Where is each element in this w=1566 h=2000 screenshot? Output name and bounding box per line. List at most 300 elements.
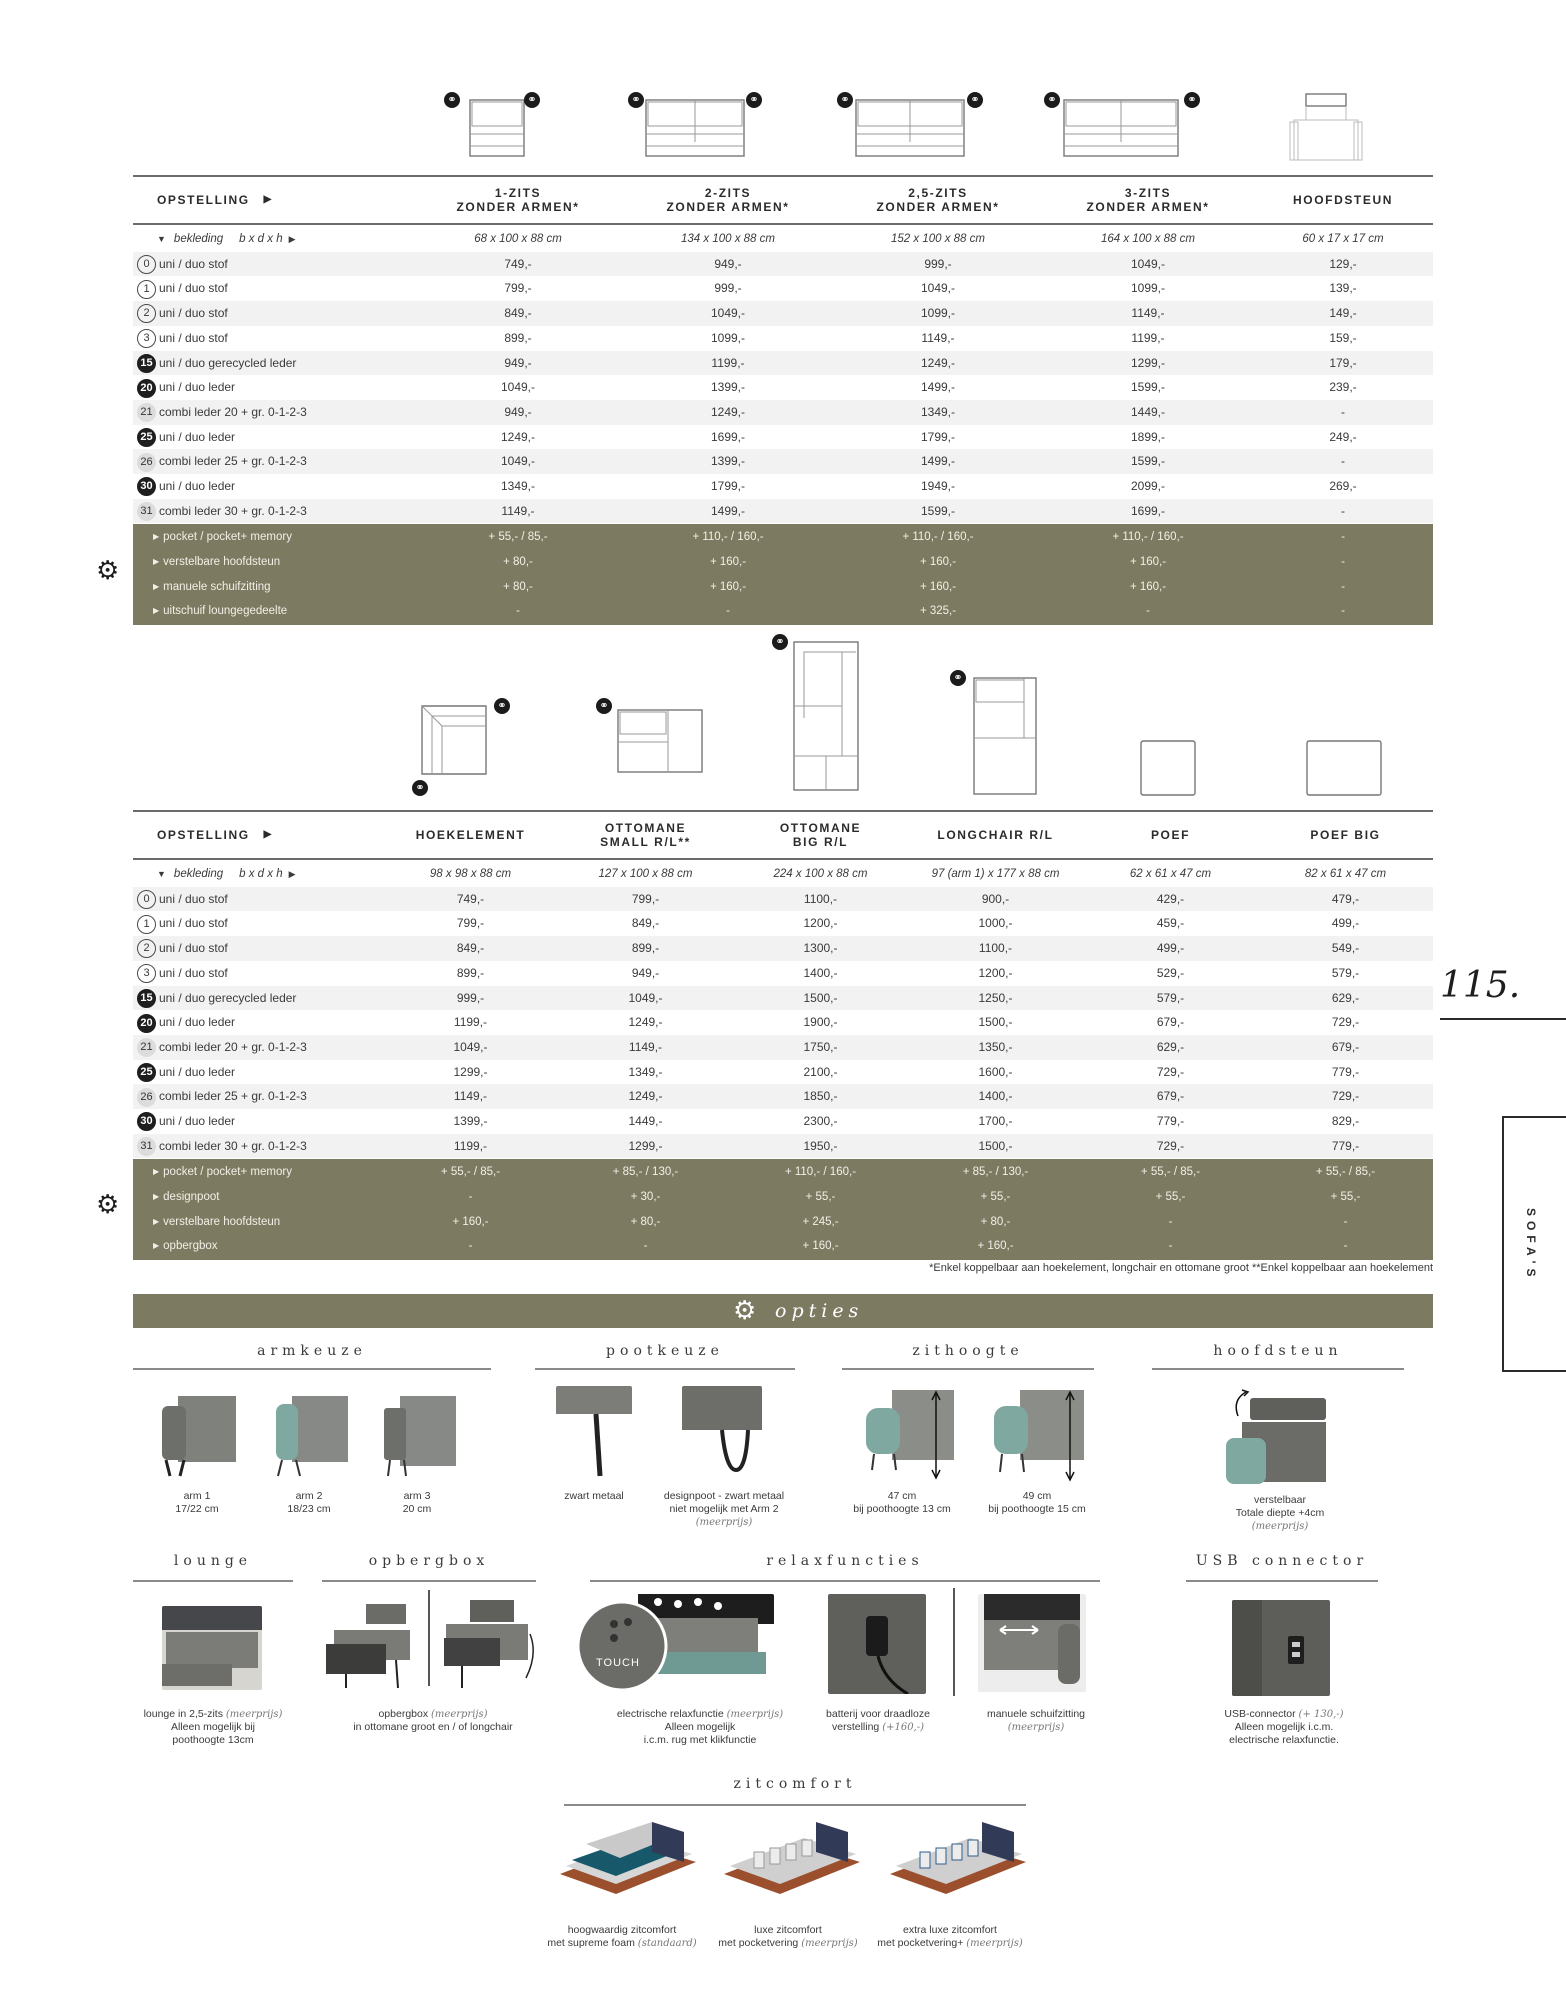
- opties-title: opties: [775, 1300, 864, 1322]
- price-cell: 1699,-: [710, 429, 746, 444]
- price-cell: 999,-: [456, 990, 485, 1005]
- option-row: [133, 550, 1433, 575]
- price-cell: 529,-: [1156, 965, 1185, 980]
- caret-down-icon: ▼: [157, 869, 166, 879]
- option-row: [133, 575, 1433, 600]
- material-cell: [133, 1010, 393, 1035]
- option-label: ▶ opbergbox: [149, 1234, 409, 1259]
- option-price: + 55,- / 85,-: [1140, 1166, 1201, 1179]
- storage-box-caption: opbergbox (meerprijs) in ottomane groot en / of longchair: [353, 1708, 513, 1733]
- price-cell: 899,-: [456, 965, 485, 980]
- option-price: + 110,- / 160,-: [902, 531, 974, 544]
- opties-banner: [133, 1294, 1433, 1328]
- comfort-pocket-plus-caption: extra luxe zitcomfort met pocketvering+ (meerprijs): [877, 1924, 1023, 1949]
- electric-relax-caption: electrische relaxfunctie (meerprijs) Alleen mogelijk i.c.m. rug met klikfunctie: [616, 1708, 784, 1746]
- column-header: HOEKELEMENT: [415, 828, 526, 842]
- leg-metal-image: [556, 1386, 632, 1480]
- option-price: + 55,-: [980, 1191, 1011, 1204]
- material-label: uni / duo leder: [159, 1114, 236, 1128]
- material-group-badge: 30: [137, 477, 156, 496]
- sofa-2-seat-icon: [640, 94, 750, 162]
- price-cell: 679,-: [1331, 1039, 1360, 1054]
- material-group-badge: 0: [137, 890, 156, 909]
- option-price: -: [1341, 605, 1345, 618]
- price-cell: 1099,-: [710, 330, 746, 345]
- price-cell: 779,-: [1331, 1064, 1360, 1079]
- table-row: [133, 986, 1433, 1011]
- price-cell: 549,-: [1331, 941, 1360, 956]
- table-row: [133, 1010, 1433, 1035]
- price-cell: 1499,-: [920, 454, 956, 469]
- price-cell: 1399,-: [710, 380, 746, 395]
- price-cell: 1700,-: [978, 1114, 1013, 1128]
- material-label: uni / duo stof: [159, 330, 228, 345]
- material-group-badge: 2: [137, 304, 156, 323]
- option-row: [133, 1210, 1433, 1235]
- option-price: + 80,-: [630, 1215, 661, 1228]
- price-cell: 479,-: [1331, 891, 1360, 906]
- option-price: + 160,-: [919, 580, 957, 593]
- option-price: + 85,- / 130,-: [962, 1166, 1029, 1179]
- price-cell: 949,-: [631, 965, 660, 980]
- price-cell: 159,-: [1329, 330, 1357, 345]
- material-label: uni / duo stof: [159, 891, 228, 906]
- leg-design-caption: designpoot - zwart metaal niet mogelijk met Arm 2 (meerprijs): [663, 1490, 785, 1528]
- option-label: ▶ designpoot: [149, 1185, 409, 1210]
- material-cell: [133, 499, 393, 524]
- battery-image: [828, 1594, 926, 1694]
- material-cell: [133, 301, 393, 326]
- price-cell: 900,-: [981, 891, 1010, 906]
- price-cell: 1449,-: [628, 1114, 663, 1128]
- table-row: [133, 961, 1433, 986]
- price-cell: 1199,-: [711, 355, 745, 370]
- price-cell: 1500,-: [978, 1015, 1013, 1030]
- options-block: [133, 1159, 1433, 1260]
- link-icon: ⚭: [494, 698, 510, 714]
- price-cell: 949,-: [714, 256, 742, 271]
- material-label: uni / duo leder: [159, 1015, 236, 1030]
- price-cell: 1499,-: [710, 503, 746, 518]
- price-cell: 1099,-: [920, 306, 956, 321]
- divider: [322, 1580, 536, 1582]
- price-cell: 899,-: [631, 941, 660, 956]
- comfort-foam-image: [556, 1818, 698, 1914]
- column-header: LONGCHAIR R/L: [937, 828, 1054, 842]
- price-cell: 1500,-: [803, 990, 838, 1005]
- option-price: + 55,- / 85,-: [1315, 1166, 1376, 1179]
- arm-3-image: [380, 1386, 456, 1480]
- column-header: 2-ZITS ZONDER ARMEN*: [666, 186, 790, 214]
- dims-value: 97 (arm 1) x 177 x 88 cm: [931, 868, 1060, 880]
- column-header: HOOFDSTEUN: [1293, 193, 1393, 207]
- price-cell: 1249,-: [920, 355, 956, 370]
- price-cell: 849,-: [456, 941, 485, 956]
- price-cell: 1049,-: [920, 281, 956, 296]
- material-cell: [133, 1060, 393, 1085]
- material-cell: [133, 400, 393, 425]
- material-label: uni / duo leder: [159, 479, 236, 493]
- price-cell: 1049,-: [453, 1039, 488, 1054]
- material-cell: [133, 276, 393, 301]
- dims-value: 82 x 61 x 47 cm: [1304, 868, 1387, 880]
- group-title: opbergbox: [368, 1553, 490, 1569]
- price-cell: 1599,-: [1130, 454, 1166, 469]
- price-cell: 1699,-: [1130, 503, 1166, 518]
- price-cell: 1049,-: [500, 380, 536, 395]
- group-title: relaxfuncties: [766, 1553, 924, 1569]
- corner-element-icon: [418, 702, 492, 778]
- battery-caption: batterij voor draadloze verstelling (+160,-): [826, 1708, 930, 1733]
- price-cell: 1900,-: [803, 1015, 838, 1030]
- option-price: -: [468, 1191, 473, 1204]
- headrest-image: [1224, 1386, 1328, 1486]
- link-icon: ⚭: [746, 92, 762, 108]
- price-cell: 1049,-: [1130, 256, 1166, 271]
- material-label: uni / duo stof: [159, 965, 228, 980]
- storage-box-image-1: [326, 1594, 414, 1690]
- material-group-badge: 15: [137, 354, 156, 373]
- table-row: [133, 936, 1433, 961]
- pouf-icon: [1138, 738, 1198, 798]
- option-label: ▶ uitschuif loungegedeelte: [149, 599, 409, 624]
- option-label: ▶ verstelbare hoofdsteun: [149, 550, 409, 575]
- comfort-foam-caption: hoogwaardig zitcomfort met supreme foam (standaard): [547, 1924, 697, 1949]
- material-cell: [133, 326, 393, 351]
- option-price: -: [1341, 531, 1345, 544]
- material-cell: [133, 911, 393, 936]
- option-price: -: [1341, 580, 1345, 593]
- table-row: [133, 1109, 1433, 1134]
- group-title: USB connector: [1195, 1553, 1369, 1569]
- price-cell: 179,-: [1329, 355, 1357, 370]
- option-price: + 110,- / 160,-: [692, 531, 764, 544]
- dims-value: 134 x 100 x 88 cm: [681, 233, 775, 245]
- material-label: uni / duo gerecycled leder: [159, 990, 297, 1005]
- price-cell: 779,-: [1331, 1138, 1360, 1153]
- manual-slide-image: [978, 1594, 1086, 1692]
- sofa-1-seat-icon: [462, 94, 532, 162]
- option-price: + 160,-: [802, 1240, 839, 1253]
- price-cell: 1200,-: [803, 916, 838, 931]
- material-label: uni / duo leder: [159, 1064, 236, 1079]
- seat-height-49-caption: 49 cm bij poothoogte 15 cm: [988, 1490, 1086, 1515]
- price-cell: 749,-: [504, 256, 532, 271]
- price-cell: 1100,-: [803, 891, 838, 906]
- price-cell: 1400,-: [978, 1089, 1013, 1104]
- option-row: [133, 599, 1433, 624]
- price-cell: 1149,-: [628, 1039, 663, 1054]
- price-cell: 2100,-: [803, 1064, 838, 1079]
- group-title: zithoogte: [912, 1343, 1024, 1359]
- material-label: uni / duo leder: [159, 380, 236, 395]
- price-cell: 1199,-: [453, 1138, 488, 1153]
- price-cell: 849,-: [504, 306, 532, 321]
- page-number: 115.: [1440, 965, 1521, 1006]
- material-group-badge: 25: [137, 1063, 156, 1082]
- table-row: [133, 1134, 1433, 1159]
- option-price: + 80,-: [503, 580, 533, 593]
- ottoman-small-icon: [614, 706, 706, 776]
- seat-height-49-image: [990, 1386, 1084, 1482]
- material-group-badge: 3: [137, 329, 156, 348]
- price-cell: 629,-: [1331, 990, 1360, 1005]
- caret-right-icon: ▶: [288, 234, 296, 244]
- column-header: 2,5-ZITS ZONDER ARMEN*: [876, 186, 1000, 214]
- price-cell: 949,-: [504, 404, 532, 419]
- material-group-badge: 26: [137, 1088, 156, 1107]
- material-group-badge: 1: [137, 915, 156, 934]
- price-cell: 749,-: [456, 891, 485, 906]
- material-label: combi leder 30 + gr. 0-1-2-3: [159, 503, 307, 518]
- option-price: + 55,-: [1330, 1191, 1361, 1204]
- leg-design-image: [682, 1386, 762, 1480]
- option-price: + 160,-: [709, 580, 747, 593]
- divider: [842, 1368, 1094, 1370]
- option-price: + 55,-: [805, 1191, 836, 1204]
- price-cell: 1099,-: [1130, 281, 1166, 296]
- divider: [1186, 1580, 1378, 1582]
- group-title: armkeuze: [257, 1343, 367, 1359]
- option-price: -: [516, 605, 520, 618]
- price-cell: 1149,-: [1131, 306, 1165, 321]
- link-icon: ⚭: [837, 92, 853, 108]
- table-row: [133, 351, 1433, 376]
- material-cell: [133, 425, 393, 450]
- price-cell: 949,-: [504, 355, 532, 370]
- material-label: uni / duo stof: [159, 306, 228, 321]
- divider: [133, 1368, 491, 1370]
- material-label: combi leder 25 + gr. 0-1-2-3: [159, 454, 307, 469]
- material-group-badge: 30: [137, 1112, 156, 1131]
- table-header: [133, 810, 1433, 860]
- price-cell: 1799,-: [920, 429, 956, 444]
- material-cell: [133, 961, 393, 986]
- option-price: -: [468, 1240, 473, 1253]
- dims-value: 60 x 17 x 17 cm: [1302, 233, 1384, 245]
- column-header: OTTOMANE BIG R/L: [779, 821, 862, 849]
- dims-label: ▼ bekleding b x d x h ▶: [157, 868, 296, 880]
- option-price: -: [726, 605, 730, 618]
- headrest-caption: verstelbaar Totale diepte +4cm (meerprijs): [1235, 1494, 1325, 1532]
- material-label: combi leder 25 + gr. 0-1-2-3: [159, 1089, 307, 1104]
- option-price: + 160,-: [1129, 580, 1167, 593]
- price-cell: 629,-: [1156, 1039, 1185, 1054]
- material-label: uni / duo leder: [159, 429, 236, 444]
- price-cell: 1199,-: [1131, 330, 1165, 345]
- comfort-pocket-caption: luxe zitcomfort met pocketvering (meerprijs): [718, 1924, 858, 1949]
- material-cell: [133, 449, 393, 474]
- material-cell: [133, 1109, 393, 1134]
- material-group-badge: 31: [137, 1137, 156, 1156]
- link-icon: ⚭: [596, 698, 612, 714]
- dims-value: 152 x 100 x 88 cm: [891, 233, 985, 245]
- comfort-pocket-plus-image: [886, 1818, 1028, 1914]
- price-cell: 1350,-: [978, 1039, 1013, 1054]
- option-price: + 30,-: [630, 1191, 661, 1204]
- table-row: [133, 1035, 1433, 1060]
- price-cell: 1750,-: [803, 1039, 838, 1054]
- option-label: ▶ manuele schuifzitting: [149, 575, 409, 600]
- material-group-badge: 15: [137, 989, 156, 1008]
- material-group-badge: 31: [137, 502, 156, 521]
- arm-3-caption: arm 3 20 cm: [402, 1490, 432, 1515]
- gear-icon: ⚙: [96, 556, 120, 586]
- price-cell: 1449,-: [1130, 404, 1166, 419]
- price-cell: 149,-: [1329, 306, 1357, 321]
- table-row: [133, 449, 1433, 474]
- option-price: + 325,-: [919, 605, 957, 618]
- price-cell: 1799,-: [710, 479, 746, 493]
- price-cell: 1250,-: [978, 990, 1013, 1005]
- table-row: [133, 1084, 1433, 1109]
- column-header: 3-ZITS ZONDER ARMEN*: [1086, 186, 1210, 214]
- group-title: pootkeuze: [606, 1343, 724, 1359]
- material-cell: [133, 351, 393, 376]
- arm-1-image: [158, 1386, 236, 1480]
- option-price: + 160,-: [709, 556, 747, 569]
- price-cell: 1000,-: [978, 916, 1013, 931]
- lounge-caption: lounge in 2,5-zits (meerprijs) Alleen mogelijk bij poothoogte 13cm: [143, 1708, 283, 1746]
- material-group-badge: 0: [137, 255, 156, 274]
- caret-right-icon: ▶: [288, 869, 296, 879]
- material-cell: [133, 936, 393, 961]
- price-cell: 1399,-: [710, 454, 746, 469]
- price-cell: 1199,-: [453, 1015, 488, 1030]
- dims-value: 127 x 100 x 88 cm: [598, 868, 693, 880]
- option-price: -: [1341, 556, 1345, 569]
- material-label: combi leder 20 + gr. 0-1-2-3: [159, 404, 307, 419]
- material-label: combi leder 30 + gr. 0-1-2-3: [159, 1138, 307, 1153]
- option-price: -: [1146, 605, 1150, 618]
- price-cell: 799,-: [631, 891, 660, 906]
- material-group-badge: 21: [137, 403, 156, 422]
- section-tab[interactable]: [1502, 1116, 1566, 1372]
- caret-right-icon: ▶: [263, 829, 273, 840]
- option-price: -: [1343, 1240, 1348, 1253]
- material-group-badge: 3: [137, 964, 156, 983]
- price-cell: 1349,-: [920, 404, 956, 419]
- option-price: + 160,-: [977, 1240, 1014, 1253]
- option-row: [133, 1234, 1433, 1259]
- option-price: + 55,-: [1155, 1191, 1186, 1204]
- price-cell: 1149,-: [501, 503, 535, 518]
- ottoman-big-icon: [790, 638, 862, 794]
- option-price: -: [1343, 1215, 1348, 1228]
- material-group-badge: 1: [137, 280, 156, 299]
- price-cell: 679,-: [1156, 1015, 1185, 1030]
- table-row: [133, 887, 1433, 912]
- gear-icon: ⚙: [96, 1190, 120, 1220]
- link-icon: ⚭: [628, 92, 644, 108]
- option-row: [133, 1185, 1433, 1210]
- link-icon: ⚭: [950, 670, 966, 686]
- option-price: + 110,- / 160,-: [1112, 531, 1184, 544]
- option-price: + 85,- / 130,-: [612, 1166, 679, 1179]
- leg-metal-caption: zwart metaal: [564, 1490, 624, 1502]
- price-cell: 1049,-: [500, 454, 536, 469]
- dims-value: 164 x 100 x 88 cm: [1101, 233, 1195, 245]
- price-cell: 679,-: [1156, 1089, 1185, 1104]
- option-label: ▶ pocket / pocket+ memory: [149, 1160, 409, 1185]
- price-cell: 1299,-: [1130, 355, 1166, 370]
- divider: [564, 1804, 1026, 1806]
- price-cell: 1249,-: [500, 429, 536, 444]
- price-cell: 429,-: [1156, 891, 1185, 906]
- price-cell: 999,-: [924, 256, 952, 271]
- table-row: [133, 326, 1433, 351]
- material-cell: [133, 474, 393, 499]
- price-cell: 1249,-: [628, 1089, 663, 1104]
- material-label: uni / duo stof: [159, 941, 228, 956]
- dims-value: 98 x 98 x 88 cm: [429, 868, 512, 880]
- dims-row: [133, 862, 1433, 887]
- arm-2-image: [272, 1386, 348, 1480]
- price-cell: 129,-: [1329, 256, 1357, 271]
- dims-value: 68 x 100 x 88 cm: [474, 233, 562, 245]
- price-table-1: [133, 175, 1433, 621]
- price-cell: 1899,-: [1130, 429, 1166, 444]
- price-cell: 799,-: [456, 916, 485, 931]
- dims-value: 62 x 61 x 47 cm: [1129, 868, 1212, 880]
- price-cell: 1349,-: [500, 479, 536, 493]
- section-tab-label: SOFA'S: [1524, 1208, 1538, 1282]
- material-cell: [133, 1134, 393, 1159]
- column-header: 1-ZITS ZONDER ARMEN*: [456, 186, 580, 214]
- link-icon: ⚭: [412, 780, 428, 796]
- material-label: uni / duo stof: [159, 916, 228, 931]
- group-title: lounge: [173, 1553, 253, 1569]
- material-label: uni / duo gerecycled leder: [159, 355, 297, 370]
- option-row: [133, 525, 1433, 550]
- material-group-badge: 26: [137, 453, 156, 472]
- divider: [953, 1588, 955, 1696]
- option-price: + 80,-: [980, 1215, 1011, 1228]
- option-price: + 55,- / 85,-: [440, 1166, 501, 1179]
- price-cell: 1149,-: [453, 1089, 488, 1104]
- divider: [535, 1368, 795, 1370]
- table-row: [133, 276, 1433, 301]
- link-icon: ⚭: [772, 634, 788, 650]
- price-cell: 1049,-: [628, 990, 663, 1005]
- price-cell: 1949,-: [920, 479, 956, 493]
- divider: [1152, 1368, 1404, 1370]
- seat-height-47-caption: 47 cm bij poothoogte 13 cm: [853, 1490, 951, 1515]
- price-cell: 579,-: [1156, 990, 1185, 1005]
- option-price: -: [1168, 1240, 1173, 1253]
- price-cell: 1300,-: [803, 941, 838, 956]
- table-row: [133, 425, 1433, 450]
- price-cell: 1950,-: [803, 1138, 838, 1153]
- price-cell: 1249,-: [628, 1015, 663, 1030]
- price-cell: 1149,-: [921, 330, 955, 345]
- material-group-badge: 2: [137, 939, 156, 958]
- divider: [428, 1590, 430, 1686]
- price-cell: 829,-: [1331, 1114, 1360, 1128]
- material-cell: [133, 986, 393, 1011]
- price-cell: -: [1341, 454, 1345, 469]
- group-title: zitcomfort: [733, 1776, 857, 1792]
- material-group-badge: 25: [137, 428, 156, 447]
- option-price: + 160,-: [452, 1215, 489, 1228]
- price-cell: 499,-: [1331, 916, 1360, 931]
- price-cell: 2300,-: [803, 1114, 838, 1128]
- price-table-2: [133, 810, 1433, 1256]
- material-label: uni / duo stof: [159, 256, 228, 271]
- link-icon: ⚭: [1184, 92, 1200, 108]
- lounge-image: [162, 1606, 262, 1690]
- sofa-2-5-seat-icon: [850, 94, 970, 162]
